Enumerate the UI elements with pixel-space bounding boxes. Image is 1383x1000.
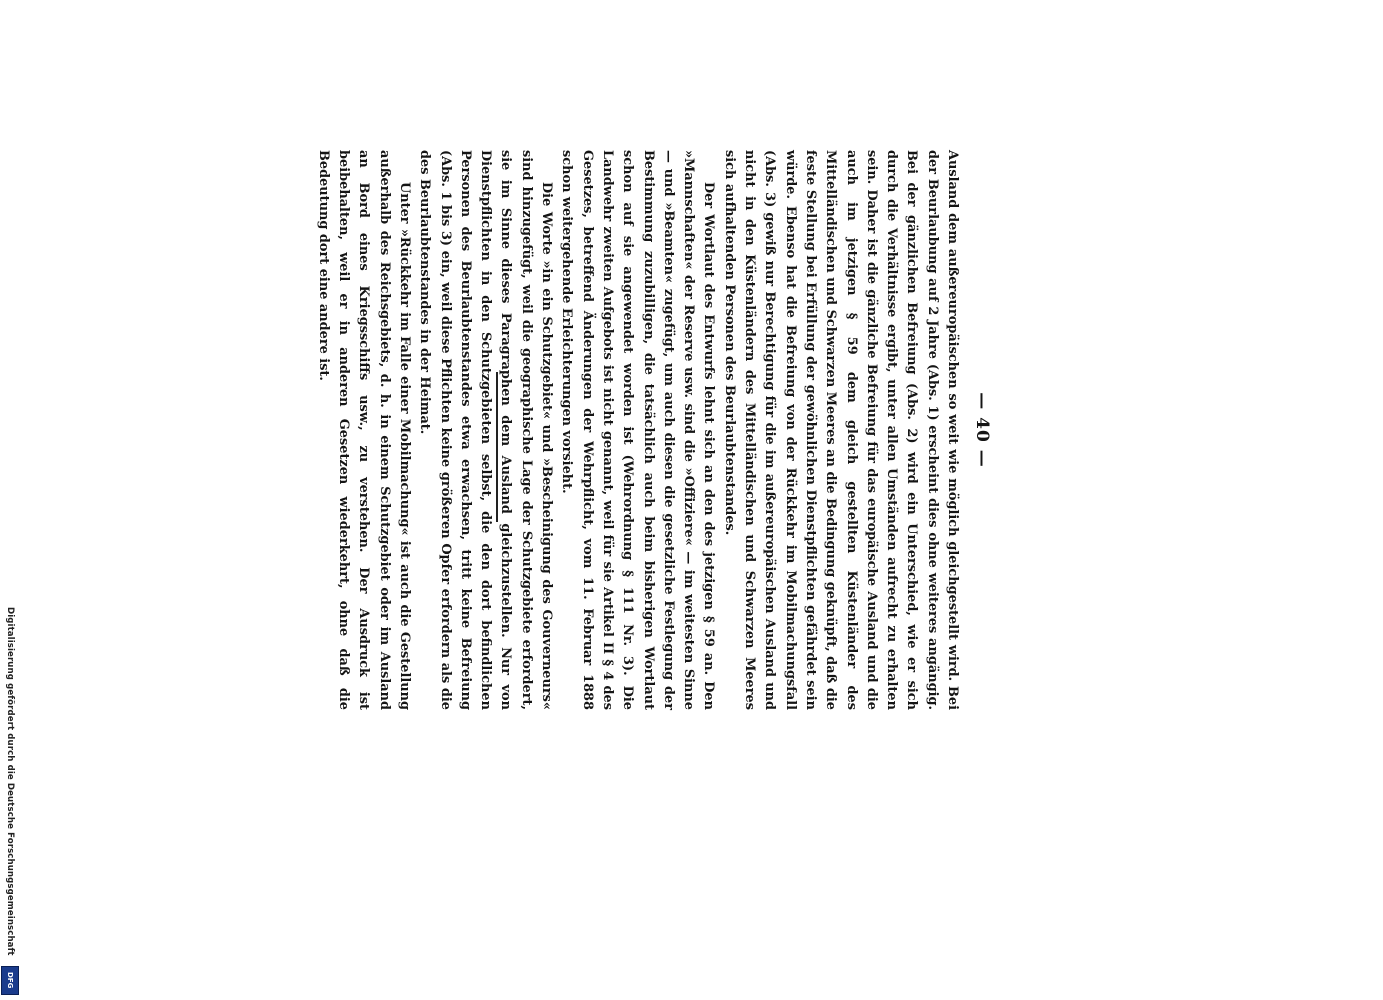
digitization-credit	[0, 607, 20, 967]
paragraph-4: Unter »Rückkehr im Falle einer Mobilmachung« ist auch die Gestellung außerhalb des Reichsgebiets, d. h. in einem Schutzgebiet oder im Ausland an Bord eines Kriegsschiffs usw., zu verstehen. Der Ausdruck ist beibehalten, weil er in anderen Gesetzen wiederkehrt, ohne daß die Bedeutung dort eine andere ist.	[315, 150, 412, 710]
dfg-logo	[1, 966, 19, 995]
dfg-logo-text: DFG	[6, 972, 14, 989]
digitization-credit-text: Digitalisierung gefördert durch die Deutsche Forschungsgemeinschaft	[5, 607, 15, 956]
paragraph-2: Der Wortlaut des Entwurfs lehnt sich an den des jetzigen § 59 an. Den »Mannschaften« der Reserve usw. sind die »Offiziere« — im weitesten Sinne — und »Beamten« zugefügt, um auch diesen die gesetzliche Festlegung der Bestimmung zuzubilligen, die tatsächlich auch beim bisherigen Wortlaut schon auf sie angewendet worden ist (Wehrordnung § 111 Nr. 3). Die Landwehr zweiten Aufgebots ist nicht genannt, weil für sie Artikel II § 4 des Gesetzes, betreffend Änderungen der Wehrpflicht, vom 11. Februar 1888 schon weitergehende Erleichterungen vorsieht.	[559, 150, 717, 710]
rotated-page	[310, 150, 1000, 710]
paragraph-3: Die Worte »in ein Schutzgebiet« und »Bescheinigung des Gouverneurs« sind hinzugefügt, weil die geographische Lage der Schutzgebiete erfordert, sie im Sinne dieses Paragraphen dem Ausland gleichzustellen. Nur von Dienstpflichten in den Schutzgebieten selbst, die den dort befindlichen Personen des Beurlaubtenstandes etwa erwachsen, tritt keine Befreiung (Abs. 1 bis 3) ein, weil diese Pflichten keine größeren Opfer erfordern als die des Beurlaubtenstandes in der Heimat.	[417, 150, 555, 710]
paragraph-1: Ausland dem außereuropäischen so weit wie möglich gleichgestellt wird. Bei der Beurlaubung auf 2 Jahre (Abs. 1) erscheint dies ohne weiteres angängig. Bei der gänzlichen Befreiung (Abs. 2) wird ein Unterschied, wie er sich durch die Verhältnisse ergibt, unter allen Umständen aufrecht zu erhalten sein. Daher ist die gänzliche Befreiung für das europäische Ausland und die auch im jetzigen § 59 dem gleich gestellten Küstenländer des Mittelländischen und Schwarzen Meeres an die Bedingung geknüpft, daß die feste Stellung bei Erfüllung der gewöhnlichen Dienstpflichten gefährdet sein würde. Ebenso hat die Befreiung von der Rückkehr im Mobilmachungsfall (Abs. 3) gewiß nur Berechtigung für die im außereuropäischen Ausland und nicht in den Küstenländern des Mittelländischen und Schwarzen Meeres sich aufhaltenden Personen des Beurlaubtenstandes.	[721, 150, 960, 710]
section-divider	[496, 372, 498, 522]
page-number: — 40 —	[972, 392, 992, 468]
body-text	[315, 150, 962, 710]
